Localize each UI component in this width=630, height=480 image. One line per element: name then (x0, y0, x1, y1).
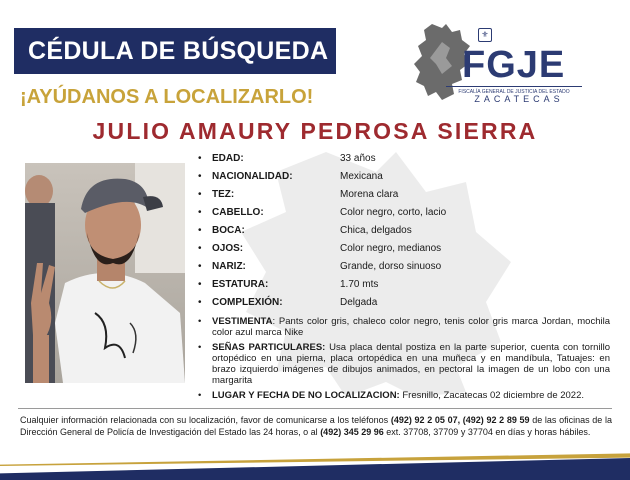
person-photo (25, 163, 185, 383)
senas-block: • SEÑAS PARTICULARES: Usa placa dental postiza en la parte superior, cuenta con tornillo ortopédico en una pierna, placa ortopédica en una muñeca y en mandíbula, Tatuajes: en brazo izquierdo imágenes de dibujos animados, en pectoral la imagen de un lobo con una margarita (198, 342, 611, 386)
detail-value: 33 años (340, 153, 376, 164)
senas-text: Usa placa dental postiza en la parte superior, cuenta con tornillo ortopédico en una pierna, placa ortopédica en una muñeca y en mandíbula, Tatuajes: en brazo izquierdo imágenes de dibujos animados, en pectoral la imagen de un lobo con una margarita (212, 342, 611, 386)
detail-label: BOCA: (212, 225, 245, 236)
detail-value: Morena clara (340, 189, 399, 200)
vestimenta-text: : Pants color gris, chaleco color negro, tenis color gris marca Jordan, mochila color azul marca Nike (212, 316, 610, 338)
lugar-label: LUGAR Y FECHA DE NO LOCALIZACION: (212, 390, 400, 401)
detail-label: CABELLO: (212, 207, 264, 218)
detail-label: NACIONALIDAD: (212, 171, 293, 182)
detail-value: Chica, delgados (340, 225, 412, 236)
logo-tagline: FISCALÍA GENERAL DE JUSTICIA DEL ESTADO (446, 86, 582, 95)
fgje-logo (406, 22, 586, 108)
detail-value: Delgada (340, 297, 378, 308)
divider (18, 408, 612, 409)
lugar-block: • LUGAR Y FECHA DE NO LOCALIZACION: Fresnillo, Zacatecas 02 diciembre de 2022. (198, 390, 585, 401)
detail-label: ESTATURA: (212, 279, 269, 290)
detail-label: TEZ: (212, 189, 235, 200)
detail-value: Grande, dorso sinuoso (340, 261, 442, 272)
detail-value: Color negro, medianos (340, 243, 442, 254)
phone-number: (492) 345 29 96 (320, 427, 384, 437)
subtitle: ¡AYÚDANOS A LOCALIZARLO! (20, 86, 314, 108)
banner-title: CÉDULA DE BÚSQUEDA (28, 36, 329, 65)
detail-label: COMPLEXIÓN: (212, 297, 283, 308)
phone-numbers: (492) 92 2 05 07, (492) 92 2 89 59 (390, 415, 530, 425)
contact-footer: Cualquier información relacionada con su localización, favor de comunicarse a los teléfonos (492) 92 2 05 07, (492) 92 2 89 59 de las oficinas de la Dirección General de Policía de Investigación del Estado las 24 horas, o al (492) 345 29 96 ext. 37708, 37709 y 37704 en días y horas hábiles. (20, 415, 612, 437)
vestimenta-block: • VESTIMENTA: Pants color gris, chaleco color negro, tenis color gris marca Jordan, mochila color azul marca Nike (198, 316, 610, 338)
logo-acronym: FGJE (462, 44, 566, 86)
detail-label: NARIZ: (212, 261, 246, 272)
logo-state: ZACATECAS (474, 94, 564, 104)
senas-label: SEÑAS PARTICULARES: (212, 342, 326, 353)
detail-label: EDAD: (212, 153, 244, 164)
detail-value: Mexicana (340, 171, 383, 182)
person-name: JULIO AMAURY PEDROSA SIERRA (92, 118, 538, 144)
detail-label: OJOS: (212, 243, 244, 254)
detail-value: 1.70 mts (340, 279, 379, 290)
lugar-text: Fresnillo, Zacatecas 02 diciembre de 2022. (399, 390, 585, 401)
vestimenta-label: VESTIMENTA (212, 316, 273, 327)
detail-value: Color negro, corto, lacio (340, 207, 447, 218)
missing-person-poster: CÉDULA DE BÚSQUEDA ¡AYÚDANOS A LOCALIZARLO! JULIO AMAURY PEDROSA SIERRA ⚜ FGJE FISCALÍA GENERAL DE JUSTICIA DEL ESTADO ZACATECAS • EDAD: 33 años • NACIONALIDAD: Mexicana • TEZ: Morena clara • CABELLO: Color negro, corto, lacio • BOCA: Chica, delgados • OJOS: Color negro, medianos • NARIZ: Grande, dorso sinuoso • ESTATURA: 1.70 mts • COMPLEXIÓN: Delgada • VESTIMENTA: Pants color gris, chaleco color negro, tenis color gris marca Jordan, mochila color azul marca Nike • SEÑAS PARTICULARES: Usa placa dental postiza en la parte superior, cuenta con tornillo ortopédico en una pierna, placa ortopédica en una muñeca y en mandíbula, Tatuajes: en brazo izquierdo imágenes de dibujos animados, en pectoral la imagen de un lobo con una margarita • LUGAR Y FECHA DE NO LOCALIZACION: Fresnillo, Zacatecas 02 diciembre de 2022. Cualquier información relacionada con su localización, favor de comunicarse a los teléfonos (492) 92 2 05 07, (492) 92 2 89 59 de las oficinas de la Dirección General de Policía de Investigación del Estado las 24 horas, o al (492) 345 29 96 ext. 37708, 37709 y 37704 en días y horas hábiles. (0, 0, 630, 480)
seal-icon: ⚜ (478, 28, 492, 42)
title-banner (14, 28, 336, 74)
